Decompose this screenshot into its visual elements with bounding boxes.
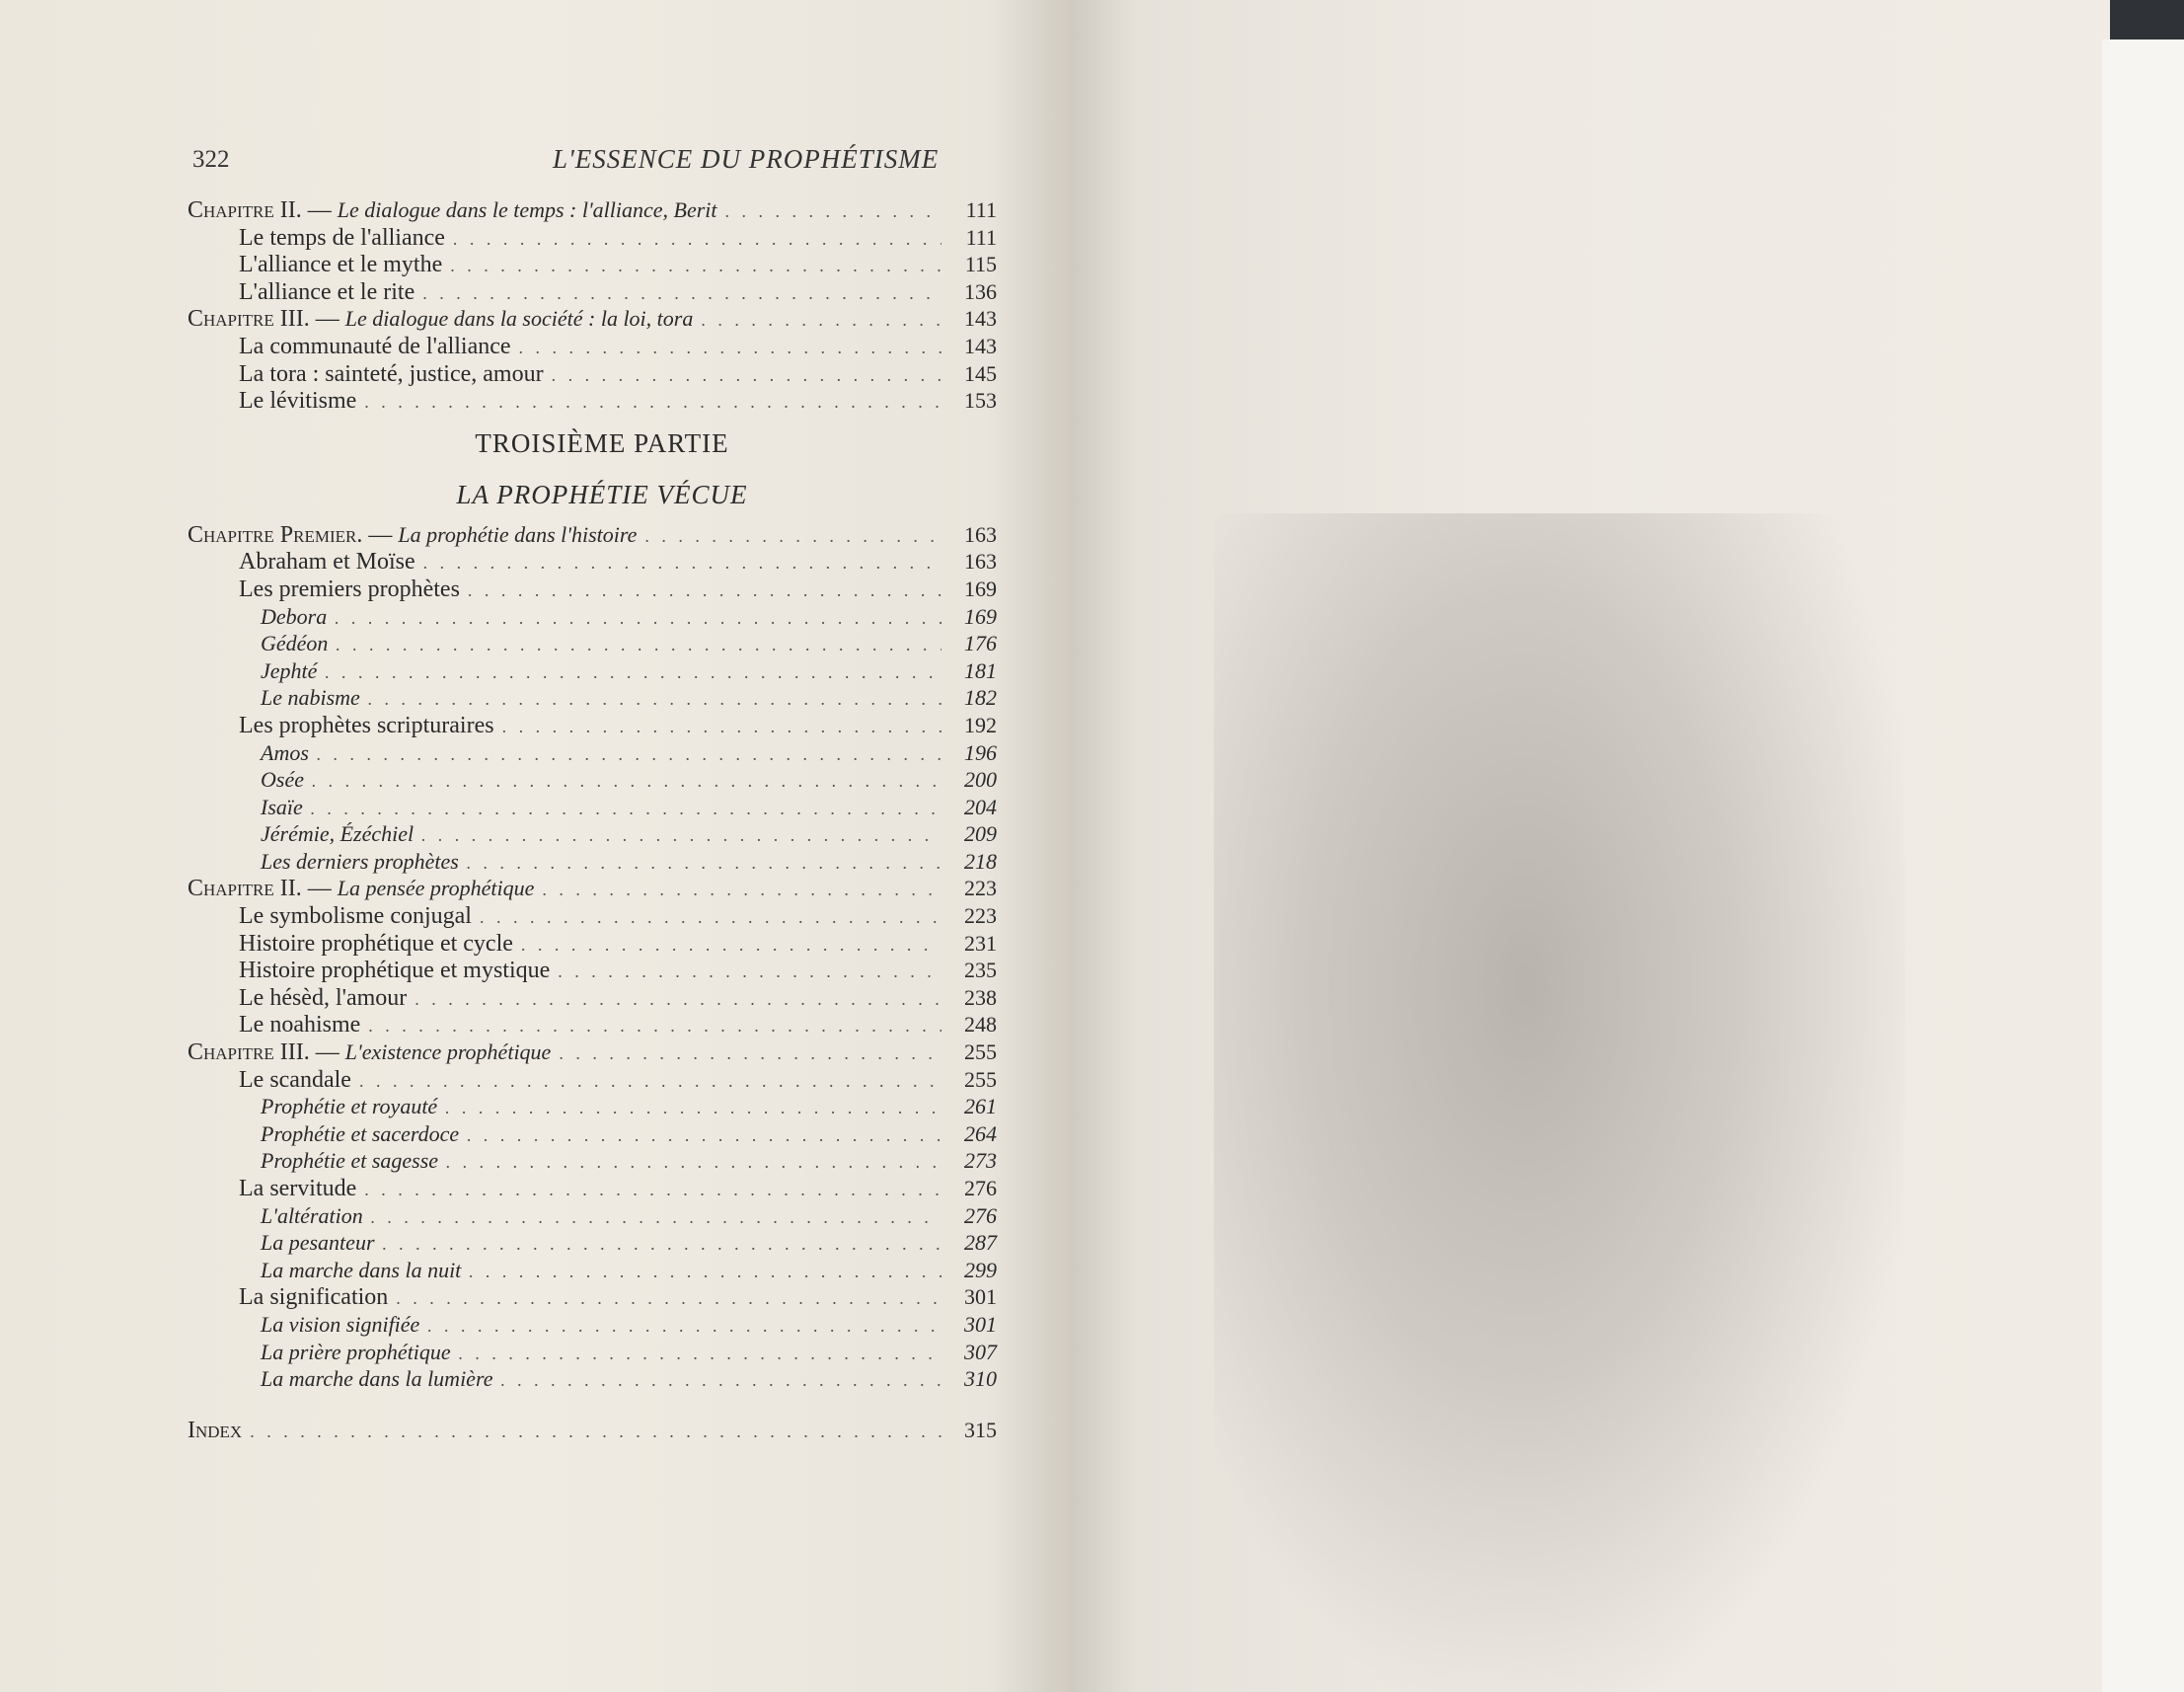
toc-entry-page: 255	[964, 1066, 997, 1092]
dot-leader	[317, 744, 941, 765]
toc-entry-page: 182	[964, 685, 997, 711]
toc-entry-page: 238	[964, 984, 997, 1010]
chapter-title: Le dialogue dans le temps : l'alliance, Berit	[337, 197, 717, 222]
toc-entry-page: 209	[964, 821, 997, 847]
toc-block-part-two	[168, 197, 997, 416]
toc-entry-label: Le temps de l'alliance	[239, 224, 445, 251]
toc-entry-page: 264	[964, 1120, 997, 1146]
chapter-entry	[188, 522, 637, 549]
dot-leader	[469, 1262, 941, 1282]
dot-leader	[725, 201, 941, 222]
chapter-label: Chapitre Premier. —	[188, 521, 393, 548]
toc-entry-page: 261	[964, 1094, 997, 1119]
toc-entry-page: 223	[964, 876, 997, 901]
dot-leader	[701, 310, 941, 331]
dot-leader	[421, 825, 941, 846]
toc-entry-label: Les derniers prophètes	[261, 848, 459, 874]
dot-leader	[422, 283, 941, 304]
chapter-entry	[188, 306, 693, 333]
toc-block-part-three	[168, 522, 997, 1394]
toc-entry	[168, 1258, 997, 1285]
toc-entry	[168, 361, 997, 389]
toc-entry	[168, 1067, 997, 1095]
toc-entry-label: Les prophètes scripturaires	[239, 712, 494, 738]
toc-entry-label: Le scandale	[239, 1066, 351, 1093]
toc-entry-page: 192	[964, 712, 997, 737]
toc-entry-label: Osée	[261, 767, 304, 793]
toc-entry	[168, 577, 997, 604]
dot-leader	[467, 853, 941, 874]
table-of-contents	[168, 197, 997, 1444]
dot-leader	[368, 1016, 941, 1037]
toc-entry	[168, 522, 997, 550]
toc-entry-page: 276	[964, 1176, 997, 1200]
toc-entry-page: 299	[964, 1257, 997, 1282]
toc-entry	[168, 876, 997, 903]
toc-entry-page: 218	[964, 848, 997, 874]
toc-entry-page: 301	[964, 1311, 997, 1337]
toc-entry-label: Histoire prophétique et cycle	[239, 930, 513, 957]
toc-entry-page: 153	[964, 388, 997, 414]
dot-leader	[325, 662, 941, 683]
toc-entry	[168, 604, 997, 632]
dot-leader	[335, 608, 941, 629]
toc-entry-page: 235	[964, 958, 997, 983]
toc-entry-page: 136	[964, 278, 997, 304]
dot-leader	[467, 1125, 941, 1146]
dot-leader	[445, 1098, 941, 1118]
toc-entry-label: Abraham et Moïse	[239, 549, 415, 576]
toc-entry-label: Histoire prophétique et mystique	[239, 958, 551, 984]
toc-entry-page: 163	[964, 549, 997, 575]
toc-entry-page: 307	[964, 1339, 997, 1364]
toc-entry-label: La prière prophétique	[261, 1339, 451, 1364]
toc-entry-label: La pesanteur	[261, 1230, 375, 1256]
part-heading: TROISIÈME PARTIE	[475, 427, 729, 458]
chapter-entry	[188, 1039, 551, 1066]
chapter-title: La prophétie dans l'histoire	[398, 521, 638, 547]
chapter-label: Chapitre II. —	[188, 197, 332, 223]
dot-leader	[480, 907, 941, 928]
chapter-label: Chapitre III. —	[188, 1039, 339, 1066]
toc-entry	[168, 713, 997, 740]
toc-entry-page: 200	[964, 767, 997, 793]
toc-entry-page: 143	[964, 306, 997, 332]
page-number: 322	[192, 146, 230, 173]
toc-entry-label: Gédéon	[261, 631, 329, 656]
toc-entry	[168, 1094, 997, 1121]
toc-entry	[168, 1176, 997, 1203]
toc-entry-page: 315	[964, 1417, 997, 1442]
toc-entry-label: La servitude	[239, 1176, 357, 1201]
toc-entry-page: 301	[964, 1284, 997, 1310]
toc-entry-page: 176	[964, 631, 997, 656]
dot-leader	[364, 392, 941, 413]
toc-entry-label: Jephté	[261, 657, 318, 683]
toc-entry	[168, 1312, 997, 1340]
toc-entry-label: Le symbolisme conjugal	[239, 903, 472, 930]
toc-entry-page: 196	[964, 739, 997, 765]
toc-entry-label: La tora : sainteté, justice, amour	[239, 360, 544, 387]
dot-leader	[559, 1043, 941, 1064]
dot-leader	[383, 1234, 942, 1255]
dot-leader	[312, 771, 941, 792]
toc-entry-page: 115	[964, 252, 997, 277]
toc-entry	[168, 225, 997, 253]
right-edge-paper	[2102, 39, 2184, 1692]
dot-leader	[368, 689, 941, 710]
toc-entry-label: L'alliance et le mythe	[239, 252, 443, 278]
dot-leader	[542, 880, 941, 900]
toc-entry-page: 248	[964, 1012, 997, 1038]
dot-leader	[453, 229, 941, 250]
toc-entry-page: 287	[964, 1230, 997, 1256]
toc-entry-page: 276	[964, 1202, 997, 1228]
toc-entry-index	[168, 1418, 997, 1445]
toc-entry-label: Le hésèd, l'amour	[239, 984, 408, 1011]
toc-entry	[168, 658, 997, 686]
toc-entry	[168, 1366, 997, 1394]
chapter-title: La pensée prophétique	[337, 876, 535, 901]
toc-entry	[168, 334, 997, 361]
dot-leader	[423, 553, 941, 574]
toc-entry-label: Le nabisme	[261, 685, 360, 711]
toc-entry	[168, 631, 997, 658]
chapter-label: Chapitre III. —	[188, 306, 339, 333]
toc-entry-page: 204	[964, 794, 997, 819]
dot-leader	[558, 961, 941, 982]
toc-entry-label: Isaïe	[261, 794, 303, 819]
toc-entry	[168, 1203, 997, 1231]
toc-entry-page: 181	[964, 657, 997, 683]
toc-entry-label: Amos	[261, 739, 309, 765]
spacer	[168, 1394, 997, 1418]
dot-leader	[414, 989, 941, 1010]
toc-entry	[168, 767, 997, 795]
toc-entry-label: Debora	[261, 603, 328, 629]
dot-leader	[644, 526, 941, 547]
toc-entry-page: 145	[964, 360, 997, 386]
toc-entry-page: 169	[964, 576, 997, 601]
dot-leader	[371, 1207, 941, 1228]
part-title: LA PROPHÉTIE VÉCUE	[456, 479, 748, 509]
dot-leader	[396, 1288, 941, 1309]
toc-entry-page: 163	[964, 521, 997, 547]
toc-entry-label: L'altération	[261, 1202, 363, 1228]
toc-entry-label: La vision signifiée	[261, 1311, 420, 1337]
toc-entry-page: 169	[964, 603, 997, 629]
toc-entry	[168, 1039, 997, 1067]
toc-entry-page: 273	[964, 1148, 997, 1174]
toc-entry	[168, 1284, 997, 1312]
toc-entry	[168, 685, 997, 713]
toc-entry-label: Le lévitisme	[239, 388, 357, 415]
toc-entry-page: 111	[965, 224, 997, 250]
toc-entry	[168, 849, 997, 877]
dot-leader	[336, 635, 941, 655]
dot-leader	[446, 1152, 941, 1173]
toc-entry	[168, 306, 997, 334]
toc-entry-label: L'alliance et le rite	[239, 278, 415, 305]
hand-shadow	[1214, 513, 1905, 1692]
toc-entry-label: Prophétie et royauté	[261, 1094, 438, 1119]
toc-entry	[168, 252, 997, 279]
chapter-title: Le dialogue dans la société : la loi, tora	[344, 306, 694, 332]
toc-entry-label: Prophétie et sacerdoce	[261, 1120, 460, 1146]
toc-entry-label: La marche dans la nuit	[261, 1257, 462, 1282]
dot-leader	[427, 1316, 941, 1337]
dot-leader	[519, 338, 941, 358]
running-title: L'ESSENCE DU PROPHÉTISME	[553, 144, 940, 174]
toc-entry-page: 143	[964, 333, 997, 358]
dot-leader	[450, 256, 941, 276]
chapter-entry	[188, 876, 534, 902]
toc-entry-label: Jérémie, Ézéchiel	[261, 821, 414, 847]
left-page	[0, 0, 1074, 1692]
dot-leader	[552, 365, 941, 386]
toc-entry-page: 310	[964, 1366, 997, 1392]
dot-leader	[359, 1071, 941, 1092]
toc-entry-label: Les premiers prophètes	[239, 576, 460, 602]
dot-leader	[364, 1180, 941, 1200]
chapter-entry	[188, 197, 717, 224]
dot-leader	[468, 580, 941, 601]
toc-entry	[168, 985, 997, 1013]
toc-entry-label: La signification	[239, 1284, 389, 1311]
toc-entry-label: Prophétie et sagesse	[261, 1148, 439, 1174]
toc-entry	[168, 388, 997, 416]
toc-entry	[168, 197, 997, 225]
dot-leader	[500, 1370, 941, 1391]
toc-entry-label: La communauté de l'alliance	[239, 333, 511, 359]
toc-entry-page: 231	[964, 930, 997, 956]
chapter-title: L'existence prophétique	[344, 1039, 552, 1065]
dot-leader	[311, 799, 941, 819]
toc-entry	[168, 903, 997, 931]
toc-entry-page: 255	[964, 1039, 997, 1065]
toc-entry	[168, 740, 997, 768]
toc-entry	[168, 1012, 997, 1039]
toc-entry	[168, 821, 997, 849]
dot-leader	[502, 717, 941, 737]
toc-entry-label: Le noahisme	[239, 1012, 361, 1038]
toc-entry	[168, 549, 997, 577]
toc-entry	[168, 1121, 997, 1149]
toc-entry	[168, 279, 997, 307]
toc-entry	[168, 795, 997, 822]
toc-entry	[168, 1230, 997, 1258]
toc-entry	[168, 931, 997, 959]
dot-leader	[521, 935, 941, 956]
toc-entry	[168, 958, 997, 985]
toc-entry-label: La marche dans la lumière	[261, 1366, 493, 1392]
toc-entry	[168, 1340, 997, 1367]
toc-entry-page: 111	[965, 197, 997, 222]
toc-entry-label: Index	[188, 1417, 243, 1443]
toc-entry	[168, 1148, 997, 1176]
dot-leader	[459, 1344, 941, 1364]
chapter-label: Chapitre II. —	[188, 876, 332, 902]
toc-entry-page: 223	[964, 903, 997, 929]
dot-leader	[250, 1422, 941, 1442]
